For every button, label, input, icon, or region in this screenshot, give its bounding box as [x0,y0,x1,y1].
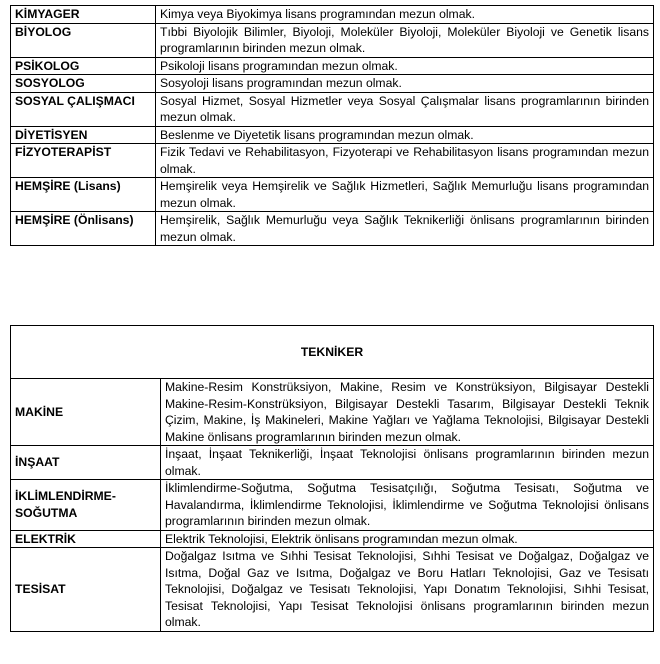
row-description: Beslenme ve Diyetetik lisans programından mezun olmak. [156,126,654,144]
table-header-row [11,326,654,379]
table-row [11,548,654,632]
row-title: DİYETİSYEN [11,126,156,144]
row-description: Fizik Tedavi ve Rehabilitasyon, Fizyoterapi ve Rehabilitasyon lisans programından mezun olmak. [156,144,654,178]
row-title: ELEKTRİK [11,530,161,548]
requirements-table-health [10,5,654,246]
row-title: İKLİMLENDİRME-SOĞUTMA [11,480,161,531]
row-title: TESİSAT [11,548,161,632]
row-description: Sosyoloji lisans programından mezun olmak. [156,75,654,93]
row-title: MAKİNE [11,379,161,446]
row-description: Hemşirelik veya Hemşirelik ve Sağlık Hizmetleri, Sağlık Memurluğu lisans programından mezun olmak. [156,178,654,212]
row-title: SOSYOLOG [11,75,156,93]
table-row [11,92,654,126]
row-description: Sosyal Hizmet, Sosyal Hizmetler veya Sosyal Çalışmalar lisans programlarının birinden mezun olmak. [156,92,654,126]
table-row [11,446,654,480]
row-description: Hemşirelik, Sağlık Memurluğu veya Sağlık Teknikerliği önlisans programlarının birinden mezun olmak. [156,212,654,246]
row-description: Elektrik Teknolojisi, Elektrik önlisans programından mezun olmak. [161,530,654,548]
table-row [11,126,654,144]
row-description: İklimlendirme-Soğutma, Soğutma Tesisatçılığı, Soğutma Tesisatı, Soğutma ve Havalandırma, İklimlendirme Teknolojisi, İklimlendirme ve Soğutma Teknolojisi önlisans programlarının birinden mezun olmak. [161,480,654,531]
table-row [11,6,654,24]
table-row [11,480,654,531]
table-header: TEKNİKER [11,326,654,379]
table-row [11,379,654,446]
row-title: HEMŞİRE (Önlisans) [11,212,156,246]
row-title: KİMYAGER [11,6,156,24]
table-row [11,178,654,212]
row-title: SOSYAL ÇALIŞMACI [11,92,156,126]
table-row [11,212,654,246]
table-row [11,75,654,93]
row-description: İnşaat, İnşaat Teknikerliği, İnşaat Teknolojisi önlisans programlarının birinden mezun olmak. [161,446,654,480]
row-title: İNŞAAT [11,446,161,480]
row-title: FİZYOTERAPİST [11,144,156,178]
row-description: Psikoloji lisans programından mezun olmak. [156,57,654,75]
table-row [11,144,654,178]
row-title: HEMŞİRE (Lisans) [11,178,156,212]
row-description: Tıbbi Biyolojik Bilimler, Biyoloji, Moleküler Biyoloji, Moleküler Biyoloji ve Genetik lisans programlarının birinden mezun olmak. [156,23,654,57]
row-description: Doğalgaz Isıtma ve Sıhhi Tesisat Teknolojisi, Sıhhi Tesisat ve Doğalgaz, Doğalgaz ve Isıtma, Doğal Gaz ve Isıtma, Doğalgaz ve Boru Hatları Teknolojisi, Gaz ve Tesisatı Teknolojisi, Doğalgaz ve Tesisatı Teknolojisi, Yapı Donatım Teknolojisi, Sıhhi Tesisat, Tesisat Teknolojisi, Yapı Tesisat Teknolojisi önlisans programlarının birinden mezun olmak. [161,548,654,632]
row-description: Makine-Resim Konstrüksiyon, Makine, Resim ve Konstrüksiyon, Bilgisayar Destekli Makine-Resim-Konstrüksiyon, Bilgisayar Destekli Tasarım, Bilgisayar Destekli Teknik Çizim, Makine, İş Makineleri, Makine Yağları ve Yağlama Teknolojisi, Bilgisayar Destekli Makine önlisans programlarının birinden mezun olmak. [161,379,654,446]
table-row [11,23,654,57]
row-description: Kimya veya Biyokimya lisans programından mezun olmak. [156,6,654,24]
row-title: PSİKOLOG [11,57,156,75]
table-row [11,57,654,75]
requirements-table-technician [10,325,654,632]
row-title: BİYOLOG [11,23,156,57]
table-row [11,530,654,548]
